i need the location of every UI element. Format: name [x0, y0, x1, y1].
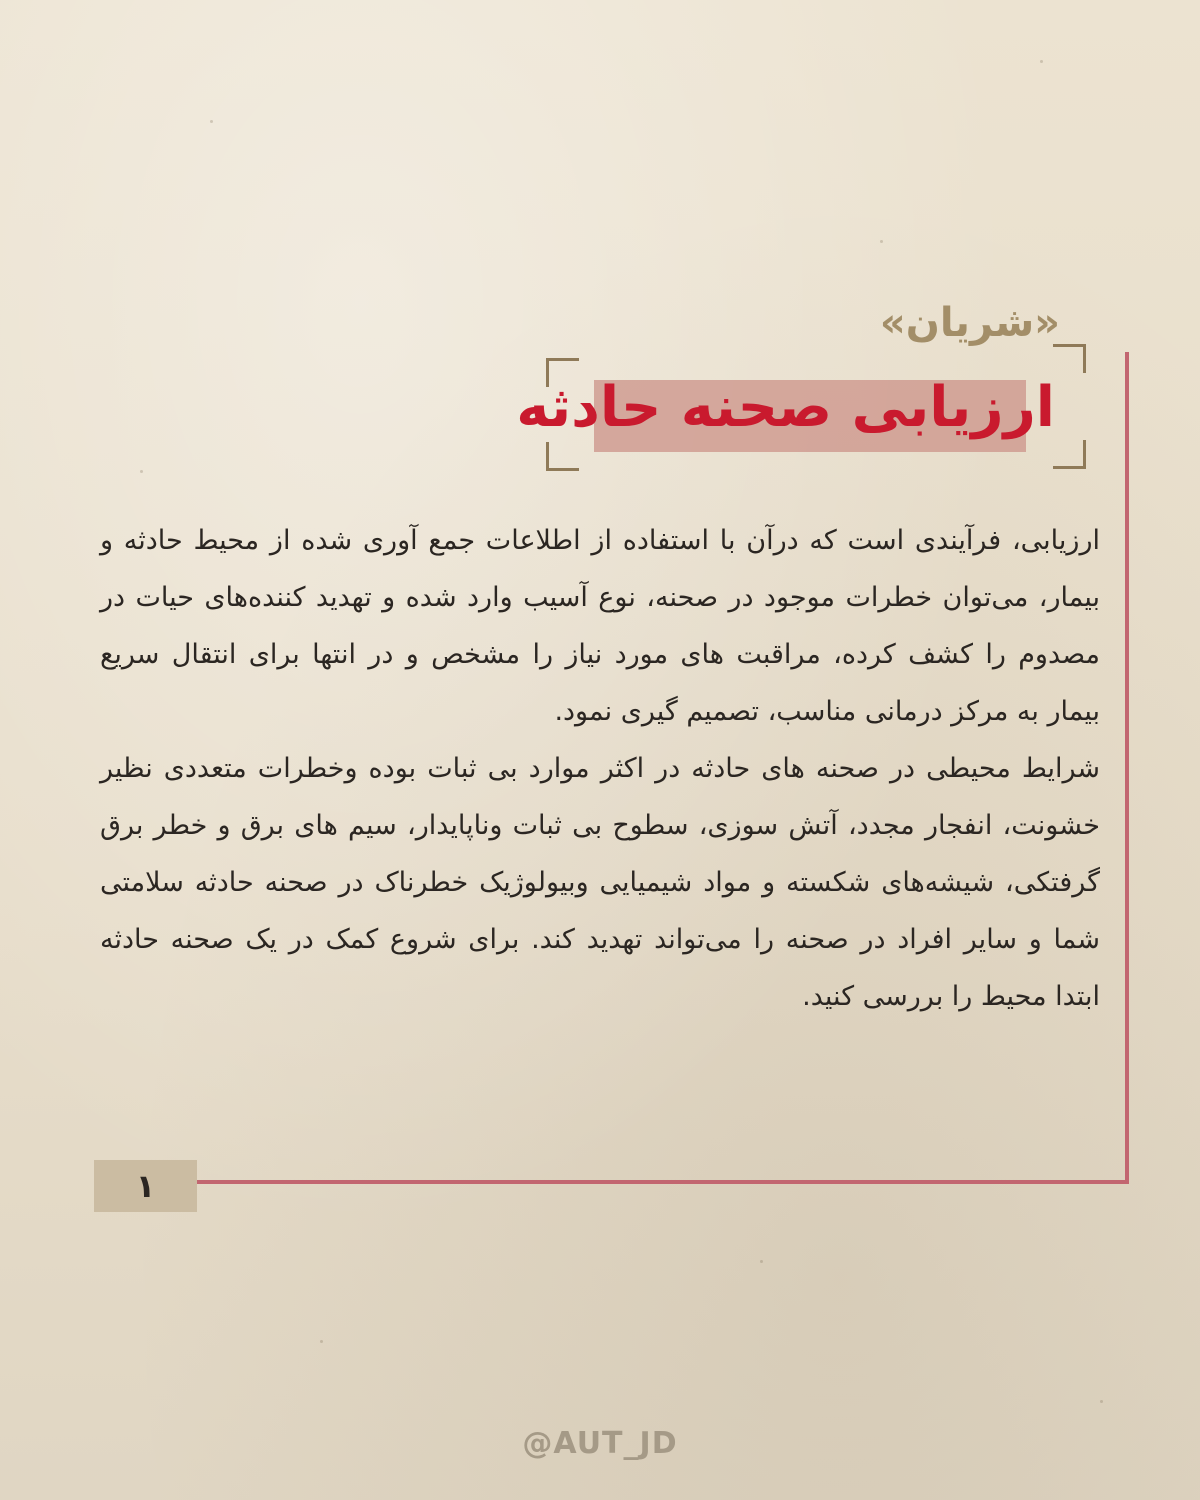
page-number: ۱	[94, 1160, 197, 1212]
title-bracket-bottom-right	[1053, 440, 1086, 469]
body-text	[100, 512, 1100, 1025]
series-subtitle: «شریان»	[879, 300, 1060, 346]
paper-speck	[880, 240, 883, 243]
frame-line-right	[1125, 352, 1129, 1184]
paper-speck	[1100, 1400, 1103, 1403]
title-bracket-top-right	[1053, 344, 1086, 373]
frame-line-bottom	[196, 1180, 1129, 1184]
paper-speck	[320, 1340, 323, 1343]
paper-speck	[210, 120, 213, 123]
paragraph-1: ارزیابی، فرآیندی است که درآن با استفاده از اطلاعات جمع آوری شده از محیط حادثه و بیمار، می‌توان خطرات موجود در صحنه، نوع آسیب وارد شده و تهدید کننده‌های حیات در مصدوم را کشف کرده، مراقبت های مورد نیاز را مشخص و در انتها برای انتقال سریع بیمار به مرکز درمانی مناسب، تصمیم گیری نمود.	[100, 525, 1100, 727]
page-title: ارزیابی صحنه حادثه	[516, 375, 1055, 440]
paragraph-2: شرایط محیطی در صحنه های حادثه در اکثر موارد بی ثبات بوده وخطرات متعددی نظیر خشونت، انفجار مجدد، آتش سوزی، سطوح بی ثبات وناپایدار، سیم های برق و خطر برق گرفتکی، شیشه‌های شکسته و مواد شیمیایی وبیولوژیک خطرناک در صحنه حادثه سلامتی شما و سایر افراد در صحنه را می‌تواند تهدید کند. برای شروع کمک در یک صحنه حادثه ابتدا محیط را بررسی کنید.	[100, 753, 1100, 1012]
paper-speck	[1040, 60, 1043, 63]
paper-speck	[140, 470, 143, 473]
paper-speck	[760, 1260, 763, 1263]
account-handle: @AUT_JD	[522, 1426, 678, 1461]
